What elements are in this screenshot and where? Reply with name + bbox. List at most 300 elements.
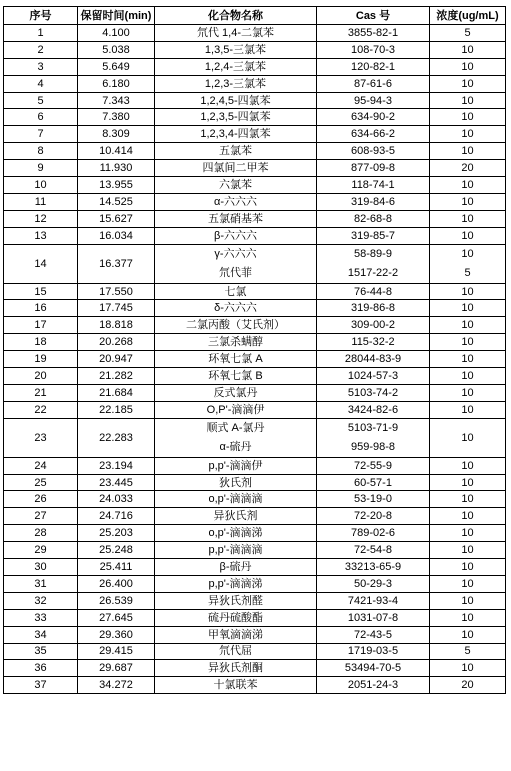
cell-compound-name-line: 氘代 1,4-二氯苯 [196, 26, 274, 39]
cell-compound-name [155, 109, 317, 126]
table-row [4, 177, 506, 194]
cell-cas [317, 401, 430, 418]
cell-seq: 12 [4, 210, 78, 227]
cell-concentration [430, 457, 506, 474]
cell-concentration [430, 575, 506, 592]
cell-concentration-line: 10 [461, 285, 474, 298]
cell-concentration [430, 126, 506, 143]
cell-compound-name [155, 317, 317, 334]
cell-cas [317, 126, 430, 143]
cell-cas [317, 177, 430, 194]
table-row [4, 58, 506, 75]
cell-cas [317, 592, 430, 609]
header-row [4, 7, 506, 25]
cell-seq: 2 [4, 41, 78, 58]
cell-compound-name-line: 1,2,4,5-四氯苯 [200, 94, 271, 107]
cell-concentration [430, 244, 506, 283]
cell-cas-line: 108-70-3 [350, 43, 396, 56]
cell-cas-line: 2051-24-3 [347, 679, 399, 692]
cell-compound-name [155, 474, 317, 491]
cell-compound-name [155, 626, 317, 643]
table-row [4, 677, 506, 694]
cell-concentration [430, 677, 506, 694]
cell-compound-name-line: p,p'-滴滴涕 [208, 577, 263, 590]
cell-retention-time: 5.038 [78, 41, 155, 58]
cell-compound-name [155, 457, 317, 474]
cell-retention-time: 17.745 [78, 300, 155, 317]
cell-concentration [430, 542, 506, 559]
cell-concentration [430, 109, 506, 126]
cell-cas [317, 542, 430, 559]
cell-cas-line: 5103-74-2 [347, 386, 399, 399]
cell-cas [317, 660, 430, 677]
cell-compound-name-line: 氘代菲 [219, 266, 252, 279]
cell-seq: 19 [4, 351, 78, 368]
header-concentration: 浓度(ug/mL) [430, 7, 506, 25]
cell-concentration-line: 10 [461, 178, 474, 191]
header-retention-time: 保留时间(min) [78, 7, 155, 25]
cell-concentration [430, 643, 506, 660]
cell-compound-name [155, 283, 317, 300]
table-row [4, 210, 506, 227]
cell-seq: 14 [4, 244, 78, 283]
cell-compound-name-line: p,p'-滴滴伊 [208, 459, 263, 472]
table-row [4, 41, 506, 58]
cell-cas [317, 244, 430, 283]
cell-concentration [430, 401, 506, 418]
cell-concentration-line: 10 [461, 628, 474, 641]
cell-retention-time: 29.360 [78, 626, 155, 643]
cell-compound-name-line: 五氯硝基苯 [208, 212, 263, 225]
cell-cas [317, 559, 430, 576]
cell-retention-time: 7.343 [78, 92, 155, 109]
cell-concentration-line: 10 [461, 493, 474, 506]
table-row [4, 143, 506, 160]
cell-seq: 5 [4, 92, 78, 109]
cell-seq: 33 [4, 609, 78, 626]
cell-compound-name-line: O,P'-滴滴伊 [206, 403, 265, 416]
cell-retention-time: 22.283 [78, 418, 155, 457]
cell-compound-name [155, 508, 317, 525]
cell-compound-name [155, 418, 317, 457]
cell-concentration [430, 508, 506, 525]
cell-compound-name [155, 41, 317, 58]
cell-cas [317, 368, 430, 385]
cell-cas-line: 115-32-2 [351, 336, 395, 349]
cell-compound-name-line: β-硫丹 [219, 560, 252, 573]
cell-compound-name-line: 异狄氏剂酮 [208, 662, 263, 675]
cell-seq: 17 [4, 317, 78, 334]
cell-concentration [430, 418, 506, 457]
cell-compound-name [155, 559, 317, 576]
cell-compound-name-line: o,p'-滴滴滴 [208, 493, 263, 506]
cell-seq: 11 [4, 193, 78, 210]
cell-cas [317, 41, 430, 58]
cell-cas-line: 3424-82-6 [347, 403, 399, 416]
cell-seq: 32 [4, 592, 78, 609]
cell-cas-line: 1719-03-5 [347, 645, 399, 658]
table-row [4, 351, 506, 368]
cell-seq: 1 [4, 25, 78, 42]
table-row [4, 609, 506, 626]
cell-concentration-line: 10 [461, 195, 474, 208]
cell-cas-line: 53494-70-5 [344, 662, 402, 675]
cell-compound-name [155, 660, 317, 677]
cell-concentration [430, 300, 506, 317]
cell-cas-line: 72-55-9 [354, 459, 392, 472]
cell-concentration-line: 10 [461, 431, 474, 444]
table-body [4, 25, 506, 694]
cell-concentration [430, 334, 506, 351]
cell-compound-name [155, 143, 317, 160]
cell-seq: 26 [4, 491, 78, 508]
cell-seq: 23 [4, 418, 78, 457]
cell-cas-line: 634-66-2 [350, 128, 396, 141]
cell-cas-line: 5103-71-9 [347, 421, 399, 434]
cell-concentration-line: 10 [461, 611, 474, 624]
cell-concentration-line: 10 [461, 544, 474, 557]
cell-cas-line: 319-86-8 [350, 302, 396, 315]
cell-seq: 37 [4, 677, 78, 694]
cell-seq: 35 [4, 643, 78, 660]
cell-seq: 15 [4, 283, 78, 300]
cell-retention-time: 25.248 [78, 542, 155, 559]
table-row [4, 334, 506, 351]
cell-seq: 6 [4, 109, 78, 126]
cell-compound-name [155, 58, 317, 75]
cell-seq: 34 [4, 626, 78, 643]
cell-cas-line: 72-43-5 [354, 628, 392, 641]
cell-concentration-line: 10 [461, 369, 474, 382]
cell-retention-time: 10.414 [78, 143, 155, 160]
table-row [4, 25, 506, 42]
cell-compound-name-line: δ-六六六 [214, 302, 257, 315]
cell-cas-line: 877-09-8 [350, 162, 396, 175]
cell-cas-line: 1517-22-2 [347, 266, 399, 279]
cell-concentration-line: 10 [461, 594, 474, 607]
cell-cas-line: 95-94-3 [354, 94, 392, 107]
cell-retention-time: 29.415 [78, 643, 155, 660]
cell-concentration-line: 10 [461, 386, 474, 399]
table-row [4, 244, 506, 283]
cell-compound-name-line: 氘代屈 [219, 645, 252, 658]
table-row [4, 126, 506, 143]
cell-cas [317, 75, 430, 92]
cell-concentration-line: 10 [461, 527, 474, 540]
cell-compound-name [155, 244, 317, 283]
cell-compound-name [155, 300, 317, 317]
table-row [4, 193, 506, 210]
table-row [4, 283, 506, 300]
cell-concentration [430, 317, 506, 334]
cell-compound-name [155, 92, 317, 109]
cell-concentration-line: 10 [461, 510, 474, 523]
cell-compound-name-line: 六氯苯 [219, 178, 252, 191]
cell-concentration [430, 559, 506, 576]
cell-retention-time: 26.539 [78, 592, 155, 609]
cell-concentration-line: 20 [461, 679, 474, 692]
cell-cas-line: 87-61-6 [354, 77, 392, 90]
table-row [4, 75, 506, 92]
cell-concentration-line: 5 [464, 26, 471, 39]
cell-concentration-line: 10 [461, 212, 474, 225]
cell-concentration [430, 210, 506, 227]
cell-seq: 20 [4, 368, 78, 385]
cell-compound-name-line: 1,3,5-三氯苯 [204, 43, 267, 56]
cell-retention-time: 23.445 [78, 474, 155, 491]
cell-retention-time: 11.930 [78, 160, 155, 177]
cell-compound-name [155, 334, 317, 351]
cell-concentration [430, 58, 506, 75]
cell-retention-time: 29.687 [78, 660, 155, 677]
cell-cas-line: 72-54-8 [354, 544, 392, 557]
cell-compound-name-line: 环氧七氯 A [208, 353, 263, 366]
cell-cas [317, 418, 430, 457]
cell-compound-name [155, 75, 317, 92]
cell-compound-name-line: 硫丹硫酸酯 [208, 611, 263, 624]
cell-compound-name-line: 1,2,3,5-四氯苯 [200, 111, 271, 124]
cell-compound-name-line: α-硫丹 [219, 440, 252, 453]
cell-seq: 29 [4, 542, 78, 559]
cell-concentration [430, 592, 506, 609]
cell-compound-name-line: 甲氧滴滴涕 [208, 628, 263, 641]
cell-retention-time: 16.377 [78, 244, 155, 283]
cell-concentration-line: 10 [461, 111, 474, 124]
cell-cas [317, 193, 430, 210]
cell-concentration-line: 10 [461, 336, 474, 349]
cell-cas-line: 3855-82-1 [347, 26, 399, 39]
cell-compound-name [155, 160, 317, 177]
cell-compound-name [155, 126, 317, 143]
cell-seq: 10 [4, 177, 78, 194]
cell-compound-name-line: 异狄氏剂醛 [208, 594, 263, 607]
cell-seq: 9 [4, 160, 78, 177]
cell-compound-name [155, 25, 317, 42]
cell-retention-time: 25.411 [78, 559, 155, 576]
cell-compound-name [155, 677, 317, 694]
cell-seq: 8 [4, 143, 78, 160]
table-row [4, 418, 506, 457]
cell-concentration [430, 25, 506, 42]
cell-compound-name-line: o,p'-滴滴涕 [208, 527, 263, 540]
table-row [4, 508, 506, 525]
cell-cas-line: 1024-57-3 [347, 369, 399, 382]
cell-concentration [430, 283, 506, 300]
cell-retention-time: 14.525 [78, 193, 155, 210]
cell-compound-name-line: γ-六六六 [214, 247, 257, 260]
cell-concentration [430, 177, 506, 194]
cell-retention-time: 13.955 [78, 177, 155, 194]
cell-cas-line: 33213-65-9 [344, 560, 402, 573]
cell-cas-line: 76-44-8 [354, 285, 392, 298]
cell-seq: 25 [4, 474, 78, 491]
cell-cas [317, 58, 430, 75]
cell-cas-line: 634-90-2 [350, 111, 396, 124]
cell-concentration [430, 491, 506, 508]
cell-concentration-line: 5 [464, 645, 471, 658]
cell-compound-name-line: 异狄氏剂 [213, 510, 258, 523]
table-row [4, 626, 506, 643]
cell-compound-name [155, 227, 317, 244]
cell-cas-line: 58-89-9 [354, 247, 392, 260]
cell-seq: 13 [4, 227, 78, 244]
table-container [3, 6, 506, 694]
cell-concentration [430, 75, 506, 92]
cell-cas [317, 457, 430, 474]
cell-cas [317, 92, 430, 109]
cell-compound-name-line: 狄氏剂 [219, 476, 252, 489]
cell-compound-name-line: p,p'-滴滴滴 [208, 544, 263, 557]
table-row [4, 368, 506, 385]
cell-concentration-line: 10 [461, 319, 474, 332]
cell-concentration [430, 609, 506, 626]
cell-compound-name [155, 368, 317, 385]
cell-cas [317, 643, 430, 660]
cell-cas-line: 309-00-2 [350, 319, 396, 332]
cell-compound-name [155, 401, 317, 418]
cell-compound-name-line: 十氯联苯 [213, 679, 258, 692]
table-row [4, 300, 506, 317]
cell-compound-name [155, 609, 317, 626]
cell-cas [317, 351, 430, 368]
cell-retention-time: 21.684 [78, 384, 155, 401]
cell-cas-line: 118-74-1 [351, 178, 395, 191]
cell-cas [317, 609, 430, 626]
cell-retention-time: 15.627 [78, 210, 155, 227]
cell-cas-line: 319-84-6 [350, 195, 396, 208]
cell-seq: 3 [4, 58, 78, 75]
table-row [4, 92, 506, 109]
cell-compound-name [155, 525, 317, 542]
table-row [4, 109, 506, 126]
cell-concentration [430, 525, 506, 542]
cell-concentration [430, 41, 506, 58]
cell-retention-time: 24.716 [78, 508, 155, 525]
cell-cas-line: 959-98-8 [350, 440, 396, 453]
cell-concentration [430, 160, 506, 177]
table-row [4, 559, 506, 576]
cell-cas-line: 319-85-7 [350, 229, 396, 242]
cell-compound-name [155, 643, 317, 660]
cell-seq: 31 [4, 575, 78, 592]
cell-compound-name-line: 环氧七氯 B [208, 369, 263, 382]
table-row [4, 317, 506, 334]
cell-cas [317, 283, 430, 300]
cell-concentration-line: 10 [461, 94, 474, 107]
cell-cas [317, 575, 430, 592]
cell-compound-name-line: 1,2,3,4-四氯苯 [200, 128, 271, 141]
table-row [4, 525, 506, 542]
cell-cas [317, 626, 430, 643]
cell-concentration-line: 10 [461, 229, 474, 242]
cell-cas-line: 789-02-6 [350, 527, 396, 540]
cell-compound-name-line: β-六六六 [214, 229, 257, 242]
cell-compound-name [155, 193, 317, 210]
cell-compound-name [155, 177, 317, 194]
cell-compound-name-line: 顺式 A-氯丹 [206, 421, 265, 434]
cell-cas-line: 7421-93-4 [347, 594, 399, 607]
cell-retention-time: 20.268 [78, 334, 155, 351]
cell-cas [317, 317, 430, 334]
table-row [4, 491, 506, 508]
cell-seq: 28 [4, 525, 78, 542]
cell-retention-time: 21.282 [78, 368, 155, 385]
cell-cas [317, 25, 430, 42]
table-row [4, 660, 506, 677]
cell-cas-line: 1031-07-8 [347, 611, 399, 624]
cell-concentration-line: 5 [464, 266, 471, 279]
cell-retention-time: 25.203 [78, 525, 155, 542]
cell-cas-line: 53-19-0 [354, 493, 392, 506]
cell-cas [317, 300, 430, 317]
cell-retention-time: 6.180 [78, 75, 155, 92]
cell-retention-time: 7.380 [78, 109, 155, 126]
cell-compound-name [155, 592, 317, 609]
cell-retention-time: 22.185 [78, 401, 155, 418]
cell-cas [317, 210, 430, 227]
cell-cas-line: 60-57-1 [354, 476, 392, 489]
cell-cas-line: 28044-83-9 [344, 353, 402, 366]
cell-cas [317, 384, 430, 401]
cell-retention-time: 5.649 [78, 58, 155, 75]
cell-seq: 16 [4, 300, 78, 317]
cell-compound-name-line: 二氯丙酸（艾氏剂） [186, 319, 285, 332]
cell-compound-name [155, 210, 317, 227]
cell-retention-time: 27.645 [78, 609, 155, 626]
cell-concentration [430, 193, 506, 210]
header-compound-name: 化合物名称 [155, 7, 317, 25]
cell-seq: 30 [4, 559, 78, 576]
cell-compound-name-line: 三氯杀螨醇 [208, 336, 263, 349]
cell-seq: 7 [4, 126, 78, 143]
header-seq: 序号 [4, 7, 78, 25]
cell-compound-name [155, 575, 317, 592]
cell-concentration-line: 10 [461, 302, 474, 315]
cell-concentration-line: 10 [461, 60, 474, 73]
cell-concentration-line: 10 [461, 128, 474, 141]
cell-cas [317, 525, 430, 542]
cell-seq: 18 [4, 334, 78, 351]
cell-compound-name-line: 四氯间二甲苯 [202, 162, 269, 175]
cell-concentration-line: 20 [461, 162, 474, 175]
cell-retention-time: 34.272 [78, 677, 155, 694]
cell-cas-line: 82-68-8 [354, 212, 392, 225]
cell-cas [317, 143, 430, 160]
cell-concentration [430, 143, 506, 160]
cell-retention-time: 4.100 [78, 25, 155, 42]
cell-seq: 21 [4, 384, 78, 401]
cell-concentration-line: 10 [461, 459, 474, 472]
cell-concentration [430, 474, 506, 491]
cell-compound-name [155, 491, 317, 508]
cell-cas [317, 334, 430, 351]
cell-concentration-line: 10 [461, 476, 474, 489]
cell-retention-time: 24.033 [78, 491, 155, 508]
cell-cas [317, 491, 430, 508]
compound-table [3, 6, 506, 694]
cell-cas-line: 72-20-8 [354, 510, 392, 523]
table-row [4, 592, 506, 609]
cell-retention-time: 20.947 [78, 351, 155, 368]
cell-concentration-line: 10 [461, 43, 474, 56]
header-cas: Cas 号 [317, 7, 430, 25]
cell-compound-name [155, 384, 317, 401]
cell-compound-name-line: 七氯 [224, 285, 247, 298]
cell-compound-name [155, 351, 317, 368]
table-row [4, 575, 506, 592]
cell-concentration [430, 384, 506, 401]
cell-retention-time: 18.818 [78, 317, 155, 334]
